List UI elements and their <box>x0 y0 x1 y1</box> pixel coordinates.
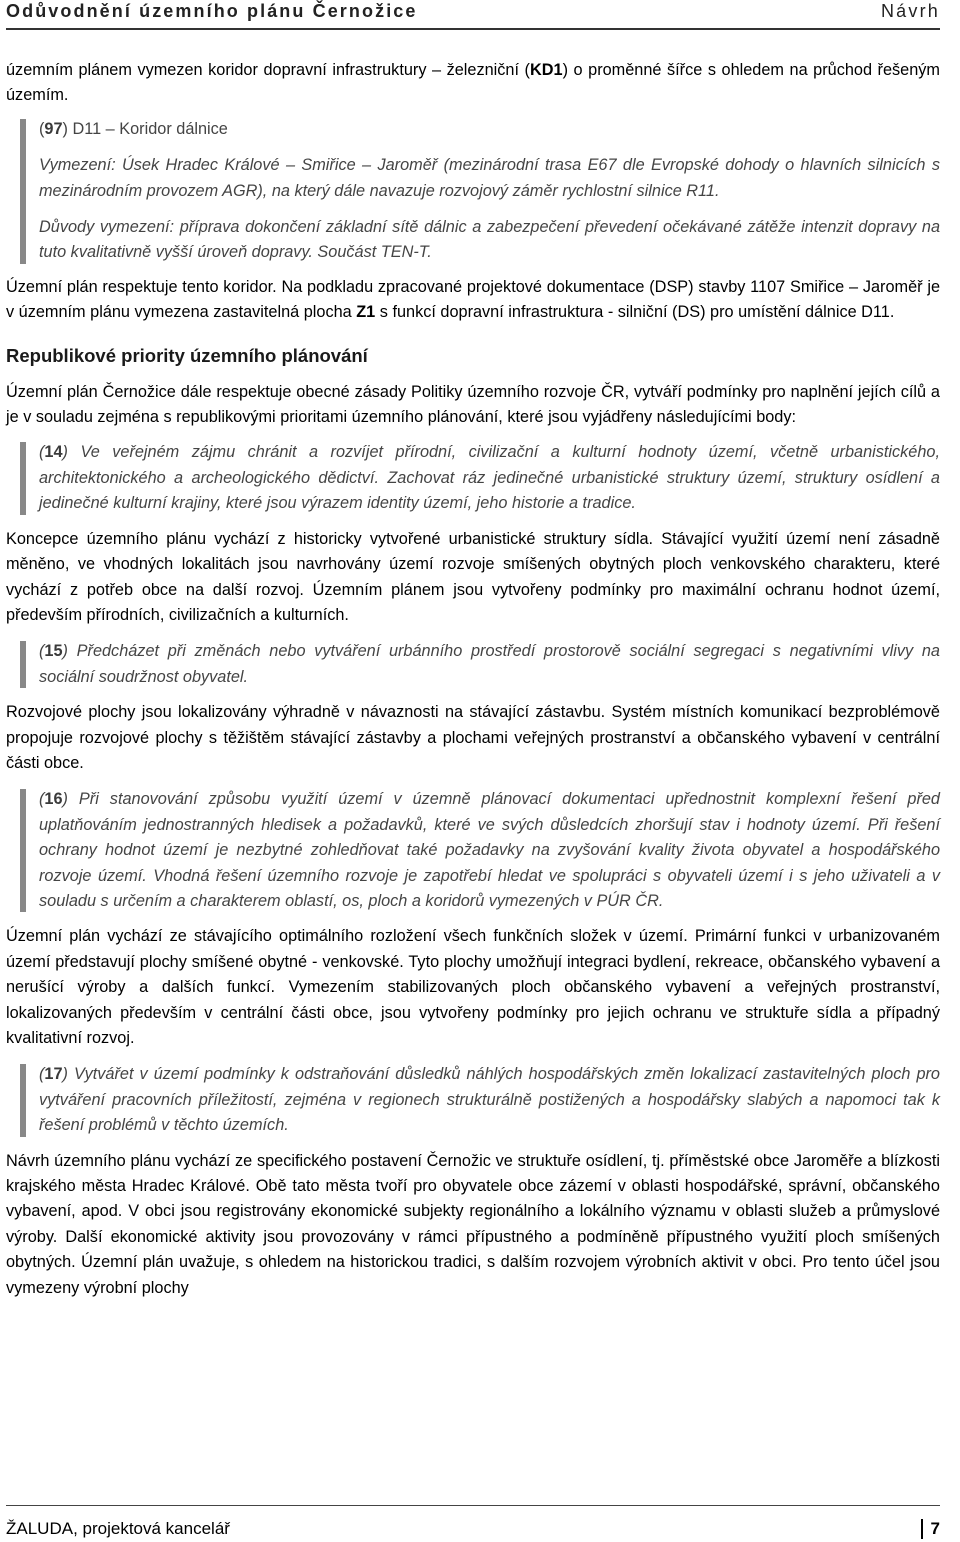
document-status: Návrh <box>880 1 940 21</box>
priority-title-text: D11 – Koridor dálnice <box>67 119 228 138</box>
priority-text: Ve veřejném zájmu chránit a rozvíjet přírodní, civilizační a kulturní hodnoty území, včetně urbanistického, architektonického a archeologického dědictví. Zachovat ráz jedinečné urbanistické struktury území, struktury osídlení a jedinečné kulturní krajiny, které jsou výrazem identity území, jeho historie a tradice. <box>39 443 940 513</box>
paragraph-functional-layout: Územní plán vychází ze stávajícího optimálního rozložení všech funkčních složek v území. Primární funkci v urbanizovaném území představují plochy smíšené obytné - venkovské. Tyto plochy umožňují integraci bydlení, rekreace, občanského vybavení a nerušící výroby a dalších funkcí. Vymezením stabilizovaných ploch občanského vybavení a veřejných prostranství, lokalizovaných především v centrální části obce, jsou vytvořeny podmínky pro jejich ochranu ve struktuře sídla a případný kvalitativní rozvoj. <box>6 927 940 1047</box>
document-title: Odůvodnění územního plánu Černožice <box>6 1 418 21</box>
paragraph-concept: Koncepce územního plánu vychází z historicky vytvořené urbanistické struktury sídla. Stávající využití území není zásadně měněno, ve vhodných lokalitách jsou navrhovány území rozvoje smíšených obytných ploch venkovského charakteru, které vychází z potřeb obce na další rozvoj. Územním plánem jsou vytvořeny podmínky pro maximální ochranu hodnot území, především přírodních, civilizačních a kulturních. <box>6 529 940 624</box>
corridor-code-kd1: KD1 <box>529 61 563 79</box>
priority-97-block <box>6 117 940 266</box>
priority-14-text: (14) Ve veřejném zájmu chránit a rozvíjet přírodní, civilizační a kulturní hodnoty území, včetně urbanistického, architektonického a archeologického dědictví. Zachovat ráz jedinečné urbanistické struktury území, struktury osídlení a jedinečné kulturní krajiny, které jsou výrazem identity území, jeho historie a tradice. <box>39 443 940 513</box>
paragraph-corridor-kd1 <box>6 58 940 109</box>
priority-number: 16 <box>44 790 63 809</box>
plot-code-z1: Z1 <box>356 303 376 322</box>
priority-16-text: (16) Při stanovování způsobu využití území v územně plánovací dokumentaci upřednostnit komplexní řešení před uplatňováním jednostranných hledisek a požadavků, které ve svých důsledcích zhoršují stav i hodnoty území. Při řešení ochrany hodnot území je nezbytné zohledňovat také požadavky na zvyšování kvality života obyvatel a hospodářského rozvoje území. Vhodná řešení územního rozvoje je zapotřebí hledat ve spolupráci s obyvateli území i s jeho uživateli a v souladu s určením a charakterem oblastí, os, ploch a koridorů vymezených v PÚR ČR. <box>39 790 940 910</box>
paragraph-text: ) o proměnné šířce s ohledem na průchod řešeným územím. <box>6 61 940 105</box>
priority-number: 15 <box>44 642 63 661</box>
page-content <box>6 58 940 1301</box>
section-heading: Republikové priority územního plánování <box>6 344 368 366</box>
priority-text: Předcházet při změnách nebo vytváření urbánního prostředí prostorově sociální segregaci s negativními vlivy na sociální soudržnost obyvatel. <box>39 642 940 686</box>
page-number: 7 <box>921 1519 940 1539</box>
priority-15-block <box>6 639 940 690</box>
priority-14-block <box>6 440 940 516</box>
paragraph-intro-priorities: Územní plán Černožice dále respektuje obecné zásady Politiky územního rozvoje ČR, vytváří podmínky pro naplnění jejích cílů a je v souladu zejména s republikovými prioritami územního plánování, které jsou vyjádřeny následujícími body: <box>6 382 940 427</box>
paragraph-development-areas: Rozvojové plochy jsou lokalizovány výhradně v návaznosti na stávající zástavbu. Systém místních komunikací bezproblémově propojuje rozvojové plochy s těžištěm stávající zástavby a plochami veřejných prostranství a občanského vybavení v centrální části obce. <box>6 703 940 772</box>
priority-97-reasons: Důvody vymezení: příprava dokončení základní sítě dálnic a zabezpečení převedení očekávané zátěže intenzit dopravy na tuto kvalitativně vyšší úroveň dopravy. Součást TEN-T. <box>39 218 940 262</box>
paragraph-text: územním plánem vymezen koridor dopravní infrastruktury – železniční ( <box>6 61 530 79</box>
paragraph-specific-position: Návrh územního plánu vychází ze specifického postavení Černožic ve struktuře osídlení, tj. příměstské obce Jaroměře a blízkosti krajského města Hradec Králové. Obě tato města tvoří pro obyvatele obce zázemí v oblasti hospodářské, správní, občanského vybavení, apod. V obci jsou registrovány ekonomické subjekty regionálního a lokálního významu v oblasti služeb a průmyslové výroby. Další ekonomické aktivity jsou provozovány v rámci přípustného a podmíněně přípustného využití ploch smíšených obytných. Územní plán uvažuje, s ohledem na historickou tradici, s dalším rozvojem výrobních aktivit v obci. Pro tento účel jsou vymezeny výrobní plochy <box>6 1151 940 1297</box>
priority-97-title: (97) D11 – Koridor dálnice <box>39 119 228 138</box>
priority-text: Při stanovování způsobu využití území v územně plánovací dokumentaci upřednostnit komplexní řešení před uplatňováním jednostranných hledisek a požadavků, které ve svých důsledcích zhoršují stav i hodnoty území. Při řešení ochrany hodnot území je nezbytné zohledňovat také požadavky na zvyšování kvality života obyvatel a hospodářského rozvoje území. Vhodná řešení územního rozvoje je zapotřebí hledat ve spolupráci s obyvateli území i s jeho uživateli a v souladu s určením a charakterem oblastí, os, ploch a koridorů vymezených v PÚR ČR. <box>39 790 940 910</box>
priority-97-definition: Vymezení: Úsek Hradec Králové – Smiřice – Jaroměř (mezinárodní trasa E67 dle Evropské dohody o hlavních silnicích s mezinárodním provozem AGR), na který dále navazuje rozvojový záměr rychlostní silnice R11. <box>39 156 940 200</box>
priority-17-block <box>6 1062 940 1138</box>
paragraph-text: Územní plán respektuje tento koridor. Na podkladu zpracované projektové dokumentace (DSP) stavby 1107 Smiřice – Jaroměř je v územním plánu vymezena zastavitelná plocha <box>6 277 940 322</box>
page-header <box>6 0 940 30</box>
priority-17-text: (17) Vytvářet v území podmínky k odstraňování důsledků náhlých hospodářských změn lokalizací zastavitelných ploch pro vytváření pracovních příležitostí, zejména v regionech strukturálně postižených a hospodářsky slabých a napomoci tak k řešení problémů v těchto územích. <box>39 1065 940 1135</box>
priority-number: 14 <box>44 443 63 462</box>
page-footer <box>6 1505 940 1536</box>
priority-16-block <box>6 787 940 914</box>
priority-number: 17 <box>44 1065 63 1084</box>
priority-15-text: (15) Předcházet při změnách nebo vytváření urbánního prostředí prostorově sociální segregaci s negativními vlivy na sociální soudržnost obyvatel. <box>39 642 940 686</box>
paragraph-d11-respect <box>6 275 940 326</box>
priority-text: Vytvářet v území podmínky k odstraňování důsledků náhlých hospodářských změn lokalizací zastavitelných ploch pro vytváření pracovních příležitostí, zejména v regionech strukturálně postižených a hospodářsky slabých a napomoci tak k řešení problémů v těchto územích. <box>39 1065 940 1135</box>
priority-number: 97 <box>44 119 63 138</box>
paragraph-text: s funkcí dopravní infrastruktura - silniční (DS) pro umístění dálnice D11. <box>375 303 895 322</box>
company-name: ŽALUDA, projektová kancelář <box>6 1519 230 1538</box>
